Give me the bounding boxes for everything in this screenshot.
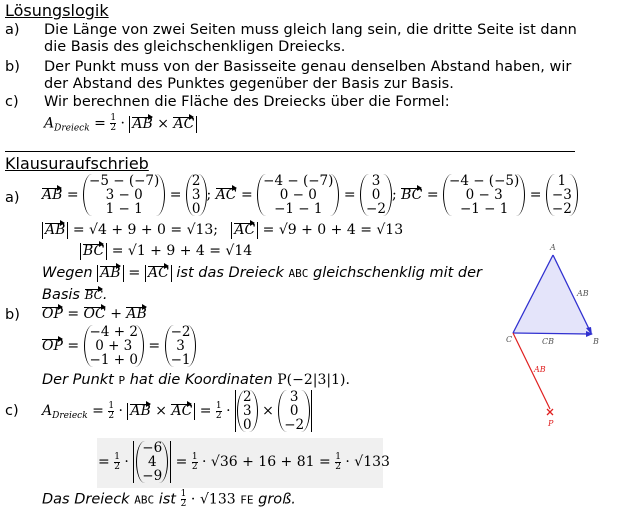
vector: 2 3 0 — [186, 174, 207, 216]
logic-text: Wir berechnen die Fläche des Dreiecks über die Formel: — [44, 94, 450, 110]
length-ab-ac: AB = √4 + 9 + 0 = √13; AC = √9 + 0 + 4 = √13 — [42, 222, 403, 239]
length-bc: BC = √1 + 9 + 4 = √14 — [80, 243, 252, 260]
formula-eq: = — [94, 115, 111, 132]
vector: −5 − (−7) 3 − 0 1 − 1 — [83, 174, 165, 216]
logic-text: der Abstand des Punktes gegenüber der Basis zur Basis. — [44, 76, 454, 92]
item-label: a) — [5, 190, 20, 206]
section-title-klausuraufschrieb: Klausuraufschrieb — [5, 154, 149, 173]
label-a: A — [550, 243, 556, 252]
conclusion-b: Der Punkt P hat die Koordinaten P(−2|3|1). — [42, 372, 350, 388]
op-equation: OP = OC + AB — [42, 306, 147, 322]
vector: 3 0 −2 — [360, 174, 392, 216]
area-calc-2: = $\frac{1}{2}$ · −6 4 −9 = $\frac{1}{2}$ · √36 + 16 + 81 = $\frac{1}{2}$ · √133 — [98, 440, 390, 484]
abs: AB × AC — [129, 116, 197, 133]
label-ab-red: AB — [534, 365, 546, 374]
item-label: a) — [5, 22, 20, 38]
item-label: c) — [5, 94, 19, 110]
label-p: P — [548, 419, 554, 428]
section-title-loesungslogik: Lösungslogik — [5, 1, 109, 20]
vector: −4 − (−5) 0 − 3 −1 − 1 — [443, 174, 525, 216]
divider — [5, 151, 575, 152]
triangle-diagram — [500, 238, 610, 434]
formula-a: A — [44, 115, 55, 132]
point-p-marker — [547, 409, 553, 415]
vector-equations: AB = −5 − (−7) 3 − 0 1 − 1 = 2 3 0 ; AC = −4 − (−7) 0 − 0 −1 − 1 = 3 0 −2 ; BC = −4 − (−5) 0 − 3 −1 − 1 = 1 −3 −2 — [42, 174, 578, 216]
item-label: c) — [5, 403, 19, 419]
label-ab: AB — [577, 289, 589, 298]
area-calc-1: $A_{Dreieck}$ = $\frac{1}{2}$ · AB × AC = $\frac{1}{2}$ · 2 3 0 × 3 0 −2 — [42, 390, 312, 432]
conclusion-c: Das Dreieck ABC ist $\frac{1}{2}$ · √133 FE groß. — [42, 489, 296, 509]
area-formula — [44, 114, 197, 134]
dot: · — [120, 115, 125, 132]
logic-text: Die Länge von zwei Seiten muss gleich lang sein, die dritte Seite ist dann — [44, 22, 577, 38]
label-b: B — [593, 337, 599, 346]
item-label: b) — [5, 307, 20, 323]
label-cb: CB — [542, 337, 554, 346]
op-vector: OP = −4 + 2 0 + 3 −1 + 0 = −2 3 −1 — [42, 325, 196, 367]
item-label: b) — [5, 59, 20, 75]
vector: 1 −3 −2 — [546, 174, 578, 216]
conclusion-a-basis: Basis BC. — [42, 287, 108, 303]
formula-sub: Dreieck — [54, 123, 90, 134]
logic-text: die Basis des gleichschenkligen Dreiecks. — [44, 39, 346, 55]
label-c: C — [506, 335, 513, 344]
logic-text: Der Punkt muss von der Basisseite genau denselben Abstand haben, wir — [44, 59, 572, 75]
fraction: $\frac{1}{2}$ — [110, 113, 117, 133]
conclusion-a: Wegen AB = AC ist das Dreieck ABC gleichschenklig mit der — [42, 265, 482, 281]
vector: −4 − (−7) 0 − 0 −1 − 1 — [257, 174, 339, 216]
